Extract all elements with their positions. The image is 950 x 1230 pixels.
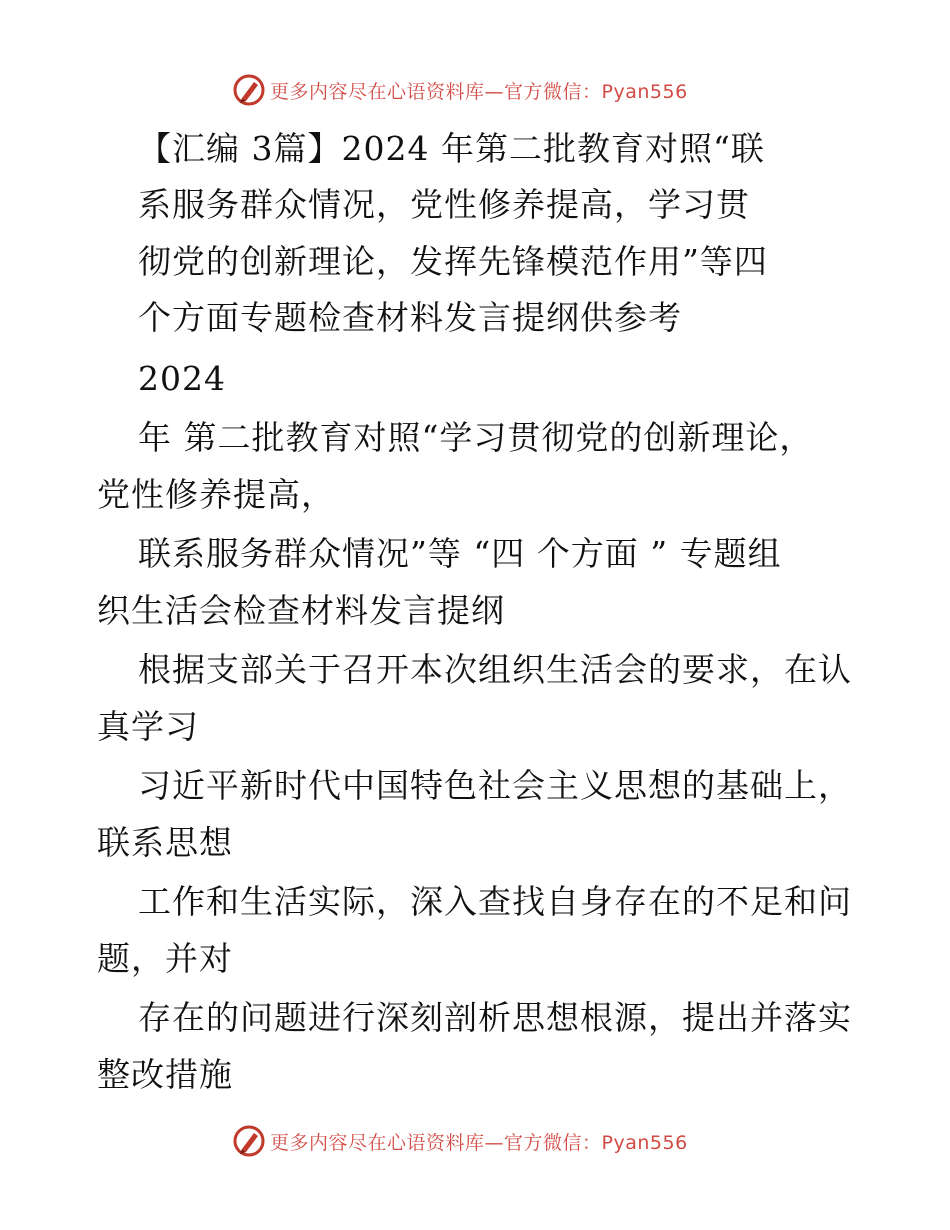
title-line-3: 彻党的创新理论，发挥先锋模范作用”等四	[138, 242, 768, 281]
body-line: 真学习	[97, 707, 199, 746]
title-line-1: 【汇编 3篇】2024 年第二批教育对照“联	[138, 129, 765, 168]
body-line: 党性修养提高，	[97, 475, 335, 514]
footer-watermark	[232, 1124, 688, 1158]
watermark-text: 更多内容尽在心语资料库—官方微信：Pyan556	[270, 1131, 688, 1154]
body-line: 习近平新时代中国特色社会主义思想的基础上，	[138, 766, 852, 805]
watermark-text: 更多内容尽在心语资料库—官方微信：Pyan556	[270, 80, 688, 103]
body-line: 联系思想	[97, 823, 233, 862]
body-line: 工作和生活实际，深入查找自身存在的不足和问	[138, 882, 852, 921]
pen-logo-icon	[232, 73, 266, 107]
body-line: 联系服务群众情况”等 “四 个方面 ” 专题组	[138, 534, 782, 573]
body-line: 存在的问题进行深刻剖析思想根源，提出并落实	[138, 998, 852, 1037]
body-line: 织生活会检查材料发言提纲	[97, 591, 505, 630]
pen-logo-icon	[232, 1124, 266, 1158]
title-line-2: 系服务群众情况，党性修养提高，学习贯	[138, 185, 750, 224]
body-line: 年 第二批教育对照“学习贯彻党的创新理论，	[138, 418, 814, 457]
body-line: 题，并对	[97, 939, 233, 978]
body-line-year: 2024	[138, 359, 226, 398]
header-watermark	[232, 73, 688, 107]
body-line: 整改措施	[97, 1055, 233, 1094]
body-line: 根据支部关于召开本次组织生活会的要求，在认	[138, 650, 852, 689]
title-line-4: 个方面专题检查材料发言提纲供参考	[138, 298, 682, 337]
